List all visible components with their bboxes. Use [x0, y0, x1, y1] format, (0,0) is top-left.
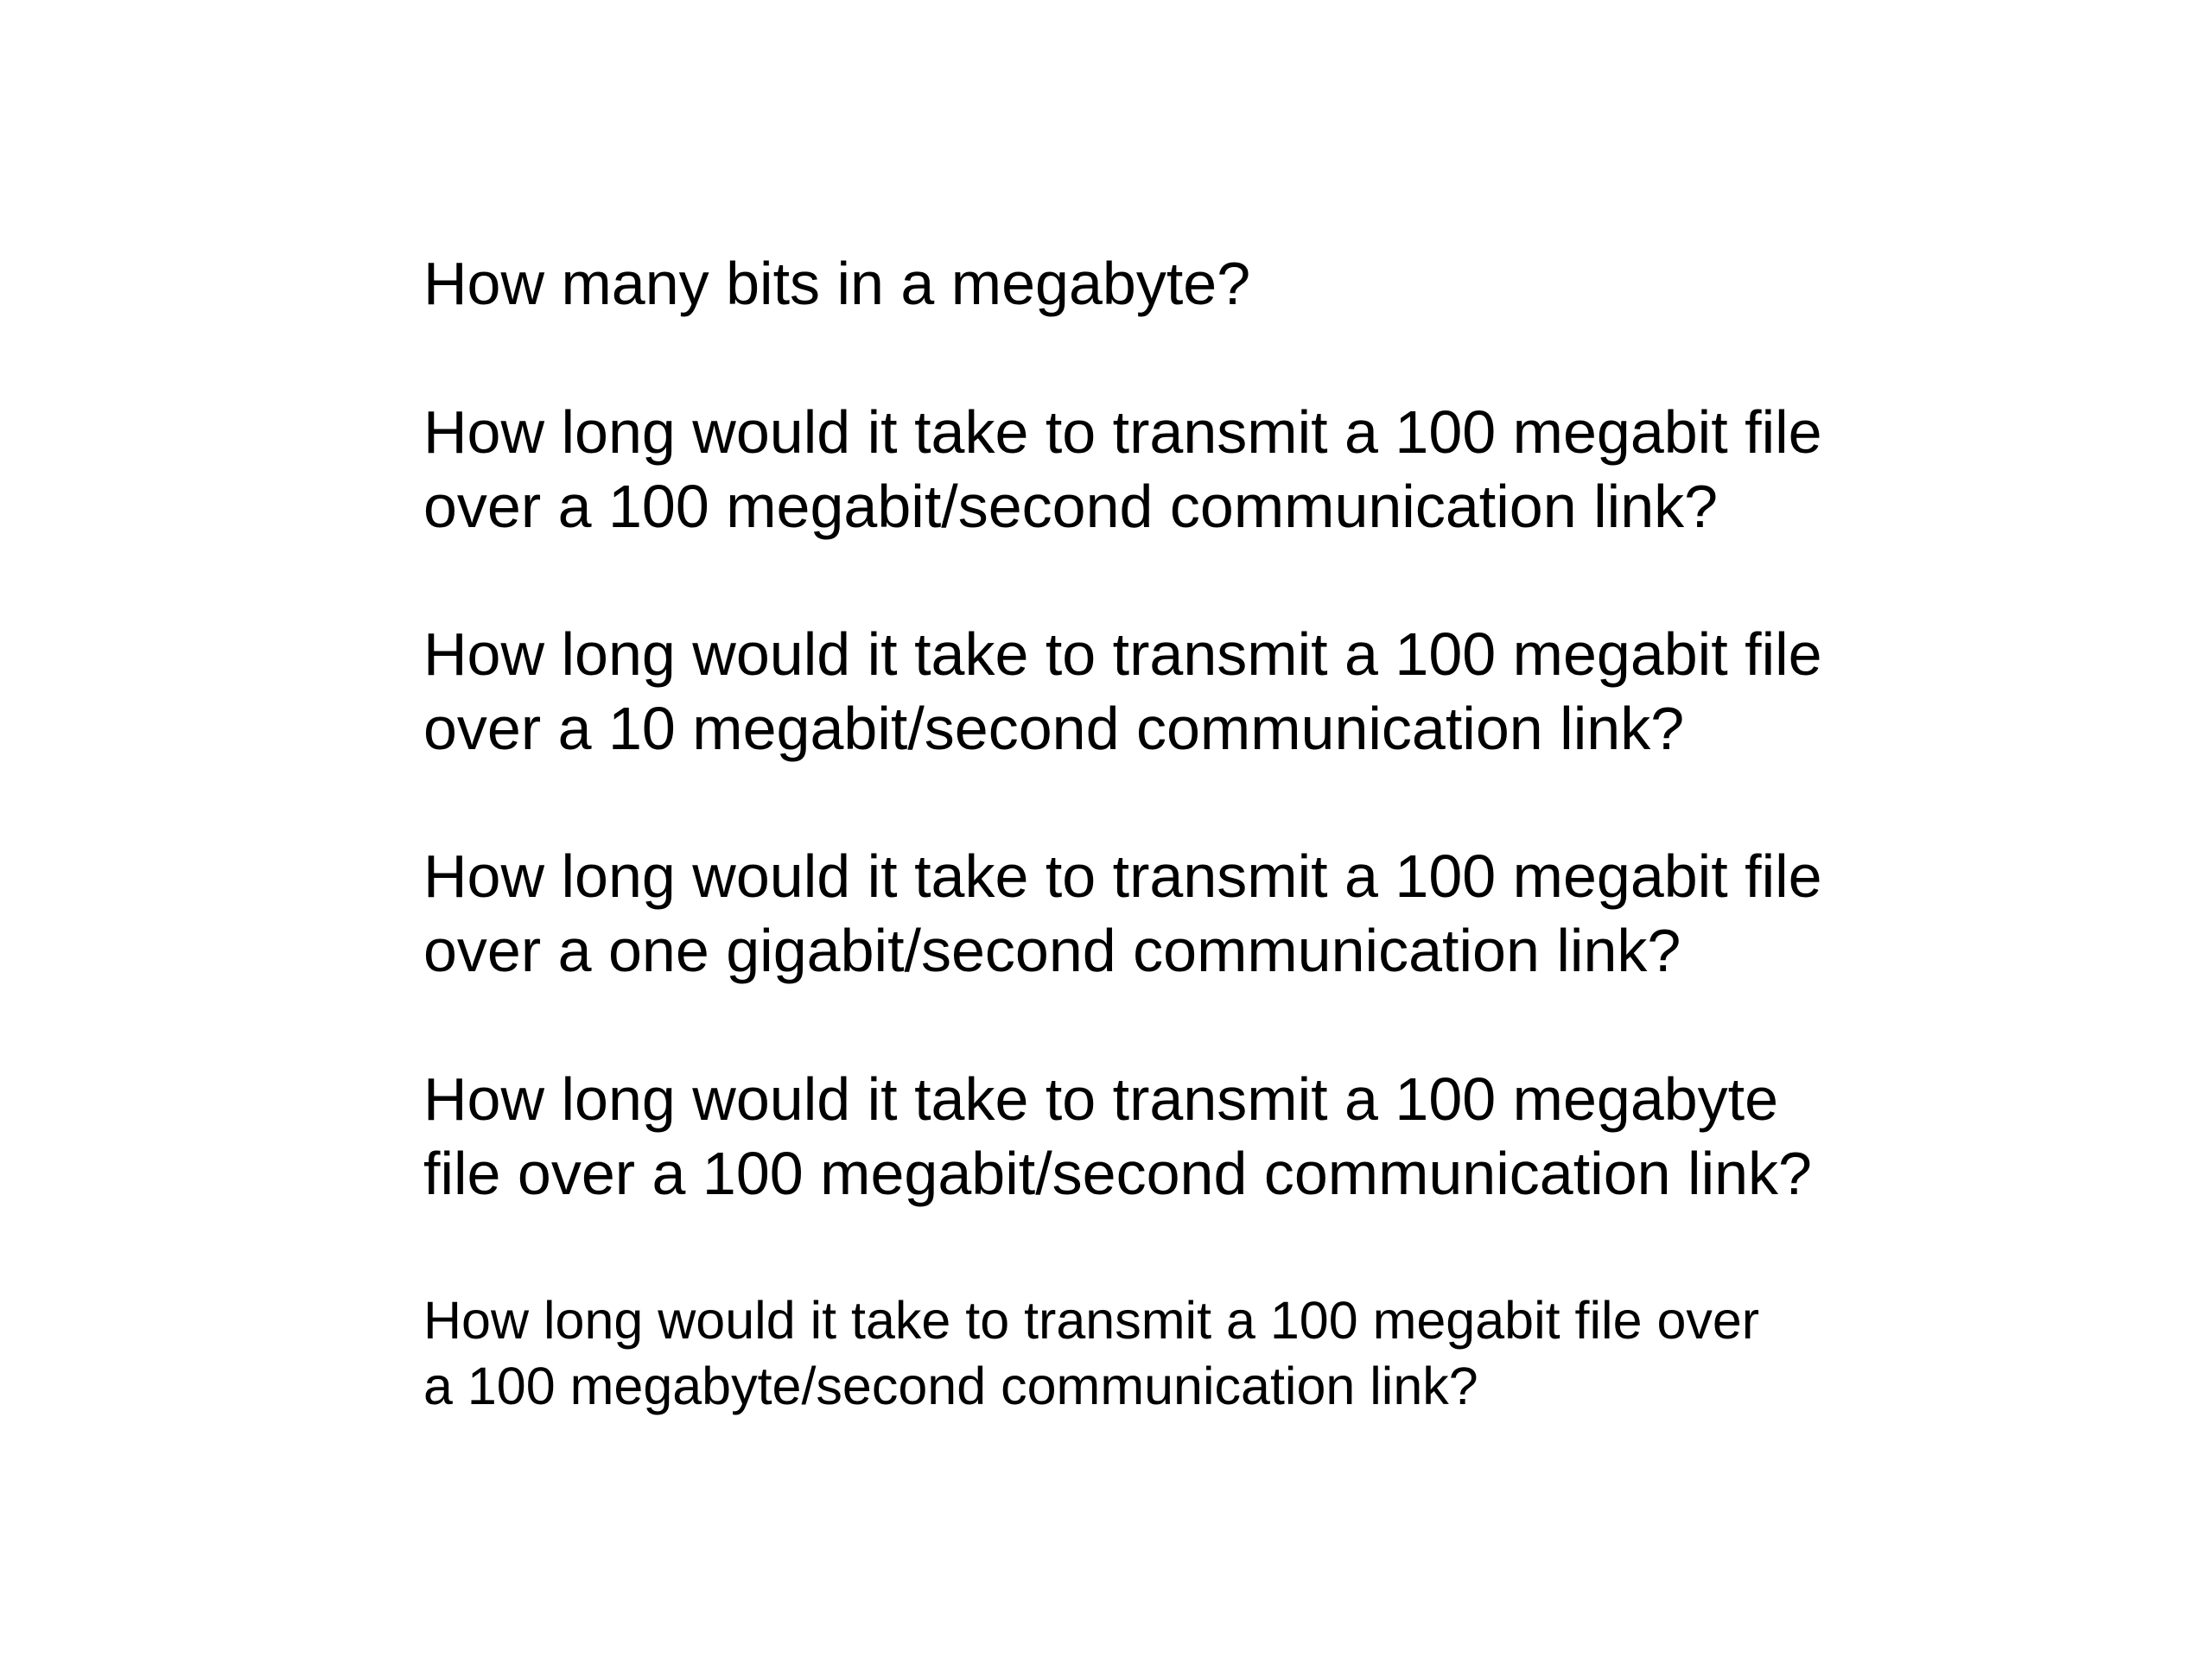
question-line: How long would it take to transmit a 100 megabit file [423, 398, 1822, 466]
question-line: How long would it take to transmit a 100 megabit file [423, 620, 1822, 688]
question-line: How many bits in a megabyte? [423, 250, 1251, 317]
question-100mb-file-1gbps [423, 839, 1822, 988]
question-line: over a one gigabit/second communication link? [423, 917, 1681, 984]
question-bits-in-megabyte [423, 246, 1250, 321]
question-line: over a 100 megabit/second communication link? [423, 473, 1719, 540]
question-line: How long would it take to transmit a 100 megabit file [423, 842, 1822, 910]
question-100mb-file-100mbyteps [423, 1287, 1759, 1419]
question-line: file over a 100 megabit/second communication link? [423, 1140, 1812, 1207]
question-line: How long would it take to transmit a 100 megabit file over [423, 1291, 1760, 1350]
question-100mb-file-100mbps [423, 395, 1822, 543]
question-line: over a 10 megabit/second communication link? [423, 695, 1685, 762]
question-line: How long would it take to transmit a 100 megabyte [423, 1065, 1779, 1133]
question-line: a 100 megabyte/second communication link? [423, 1357, 1478, 1415]
question-100mbyte-file-100mbps [423, 1062, 1812, 1211]
question-100mb-file-10mbps [423, 617, 1822, 766]
